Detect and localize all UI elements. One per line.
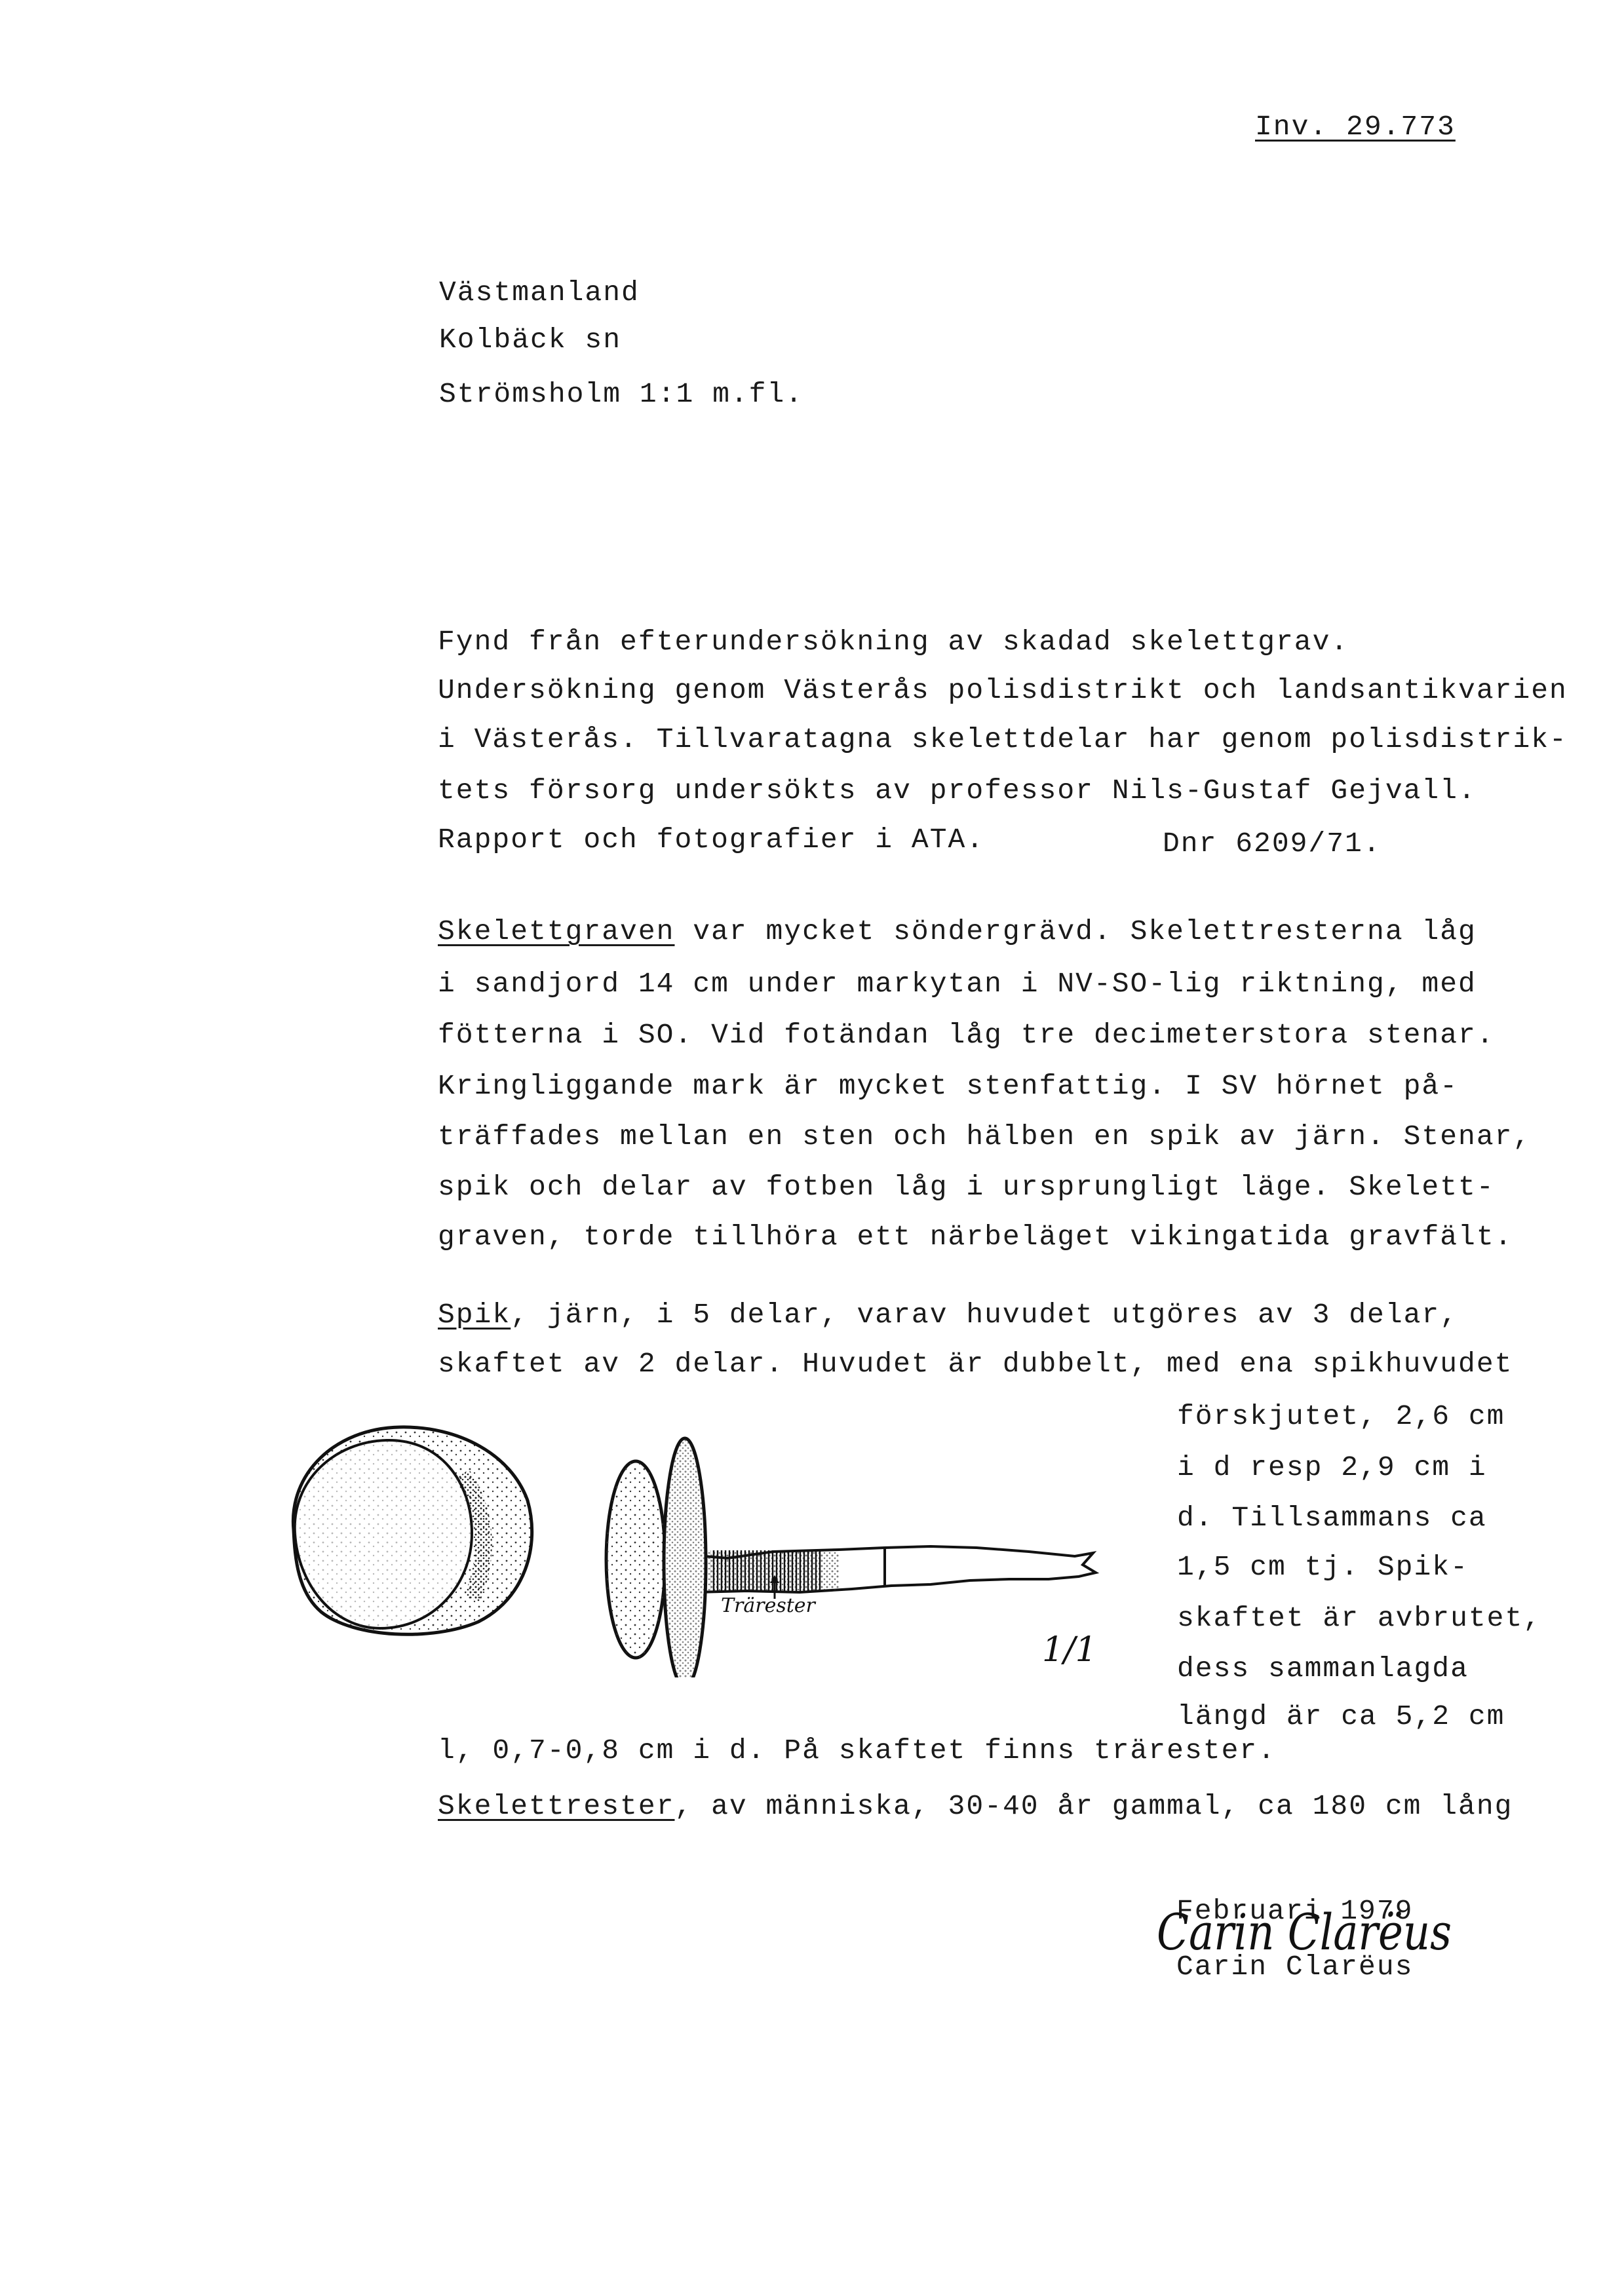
drawing-label: Trärester [721,1594,815,1617]
text-line: dess sammanlagda [1177,1653,1469,1685]
text-line: Undersökning genom Västerås polisdistrikt och landsantikvarien [438,674,1568,706]
text-line: Spik, järn, i 5 delar, varav huvudet utgöres av 3 delar, [438,1299,1459,1331]
text-line: träffades mellan en sten och hälben en spik av järn. Stenar, [438,1120,1532,1153]
text-line: i Västerås. Tillvaratagna skelettdelar har genom polisdistrik- [438,723,1568,756]
svg-text:Carin Clarëus: Carin Clarëus [1157,1903,1452,1961]
document-date: Februari 1979 [1176,1895,1414,1927]
text-line: Kringliggande mark är mycket stenfattig. I SV hörnet på- [438,1070,1459,1102]
registry-number: Dnr 6209/71. [1163,828,1382,860]
drawing-scale: 1/1 [1042,1630,1097,1670]
inventory-number: Inv. 29.773 [1255,111,1456,143]
section-heading: Spik [438,1299,511,1331]
text-line: Skelettgraven var mycket söndergrävd. Skelettresterna låg [438,915,1477,947]
nail-side-view [606,1438,1096,1677]
text-line: i sandjord 14 cm under markytan i NV-SO-lig riktning, med [438,968,1477,1000]
text-line: skaftet är avbrutet, [1177,1602,1542,1634]
text-line: graven, torde tillhöra ett närbeläget vikingatida gravfält. [438,1221,1513,1253]
text-line: 1,5 cm tj. Spik- [1177,1551,1469,1583]
property-designation: Strömsholm 1:1 m.fl. [439,378,804,410]
signer-name: Carin Clarëus [1176,1951,1414,1983]
text-line: i d resp 2,9 cm i [1177,1451,1487,1483]
section-heading: Skelettrester [438,1790,675,1822]
section-heading: Skelettgraven [438,915,675,947]
nail-drawing [275,1402,1153,1677]
text-line: skaftet av 2 delar. Huvudet är dubbelt, med ena spikhuvudet [438,1348,1513,1380]
text-line: d. Tillsammans ca [1177,1502,1487,1534]
text-line: spik och delar av fotben låg i ursprungligt läge. Skelett- [438,1171,1495,1203]
text-line: förskjutet, 2,6 cm [1177,1400,1505,1432]
text-line: l, 0,7-0,8 cm i d. På skaftet finns trärester. [438,1734,1276,1767]
parish: Kolbäck sn [439,324,622,356]
text-line: längd är ca 5,2 cm [1177,1700,1505,1732]
text-line: Fynd från efterundersökning av skadad skelettgrav. [438,626,1349,658]
text-line: fötterna i SO. Vid fotändan låg tre decimeterstora stenar. [438,1019,1495,1051]
province: Västmanland [439,277,640,309]
text-line: Rapport och fotografier i ATA. [438,824,985,856]
text-line: tets försorg undersökts av professor Nils-Gustaf Gejvall. [438,775,1477,807]
text-line: Skelettrester, av människa, 30-40 år gammal, ca 180 cm lång [438,1790,1513,1822]
nail-head-top-view [293,1427,532,1634]
